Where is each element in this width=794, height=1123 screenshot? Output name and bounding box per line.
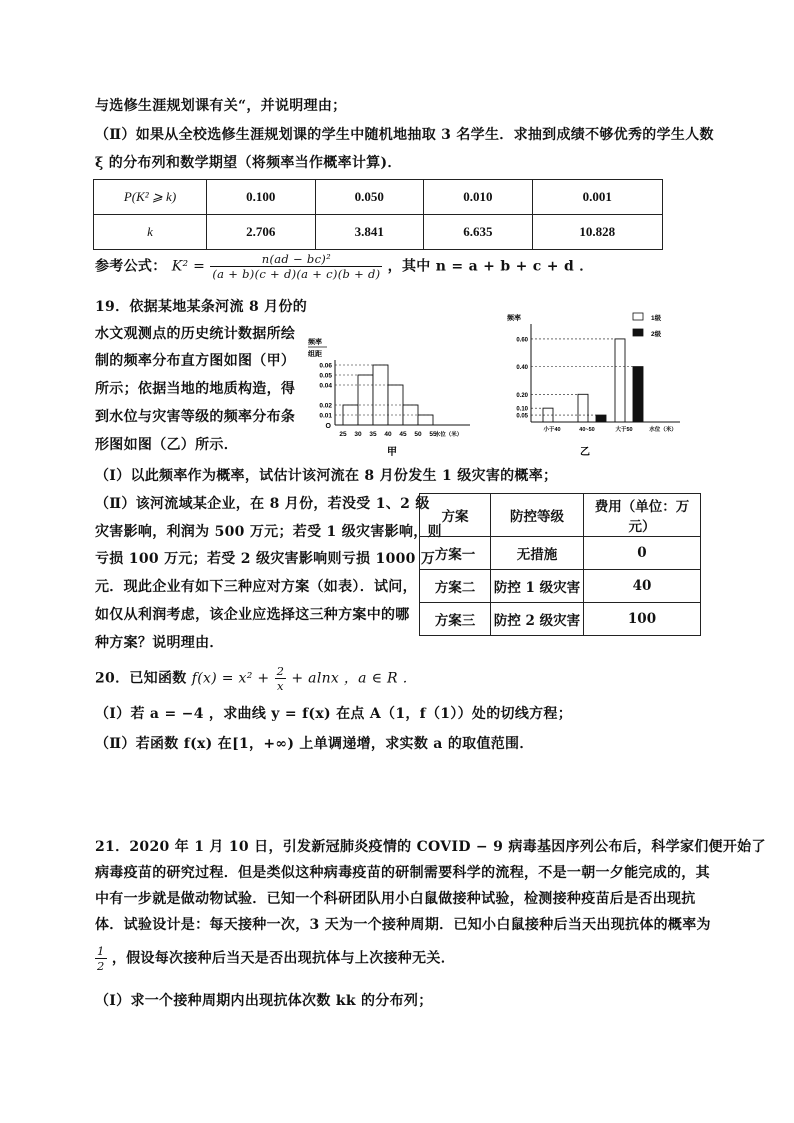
y-tick-label: 0.05 bbox=[516, 413, 528, 420]
q21-line-5-text: ，假设每次接种后当天是否出现抗体与上次接种无关． bbox=[111, 950, 456, 967]
table-cell: 100 bbox=[584, 603, 701, 636]
table-row bbox=[94, 180, 663, 215]
q21-line-2: 病毒疫苗的研究过程．但是类似这种病毒疫苗的研制需要科学的流程，不是一朝一夕能完成的，其 bbox=[95, 865, 710, 881]
table-cell: 2.706 bbox=[207, 215, 316, 250]
formula-lhs: K² = bbox=[171, 258, 206, 275]
y-tick-label: 0.04 bbox=[319, 382, 332, 390]
table-cell: 0.010 bbox=[424, 180, 533, 215]
k-table bbox=[93, 179, 663, 250]
table-cell: 6.635 bbox=[424, 215, 533, 250]
x-tick-label: 35 bbox=[369, 431, 377, 438]
q20-fraction bbox=[275, 664, 287, 693]
histogram-bar bbox=[358, 375, 373, 425]
legend-swatch-1 bbox=[633, 313, 643, 320]
table-cell: 10.828 bbox=[532, 215, 662, 250]
q21-line-4: 体．试验设计是：每天接种一次，3 天为一个接种周期．已知小白鼠接种后当天出现抗体的概率为 bbox=[95, 917, 711, 933]
bar-1-level bbox=[578, 394, 588, 422]
table-cell: k bbox=[94, 215, 207, 250]
table-cell: 无措施 bbox=[491, 537, 584, 570]
q19-part-2-line-3: 亏损 100 万元；若受 2 级灾害影响则亏损 1000 万 bbox=[95, 551, 436, 567]
x-tick-label: 50 bbox=[414, 431, 422, 438]
q21-line-5 bbox=[95, 944, 455, 973]
table-header-cell: 防控等级 bbox=[491, 494, 584, 537]
reference-formula bbox=[95, 252, 594, 281]
y-tick-label: 0.02 bbox=[319, 402, 332, 410]
bar-2-level bbox=[633, 367, 643, 422]
q19-part-2-line-6: 种方案？说明理由． bbox=[95, 635, 224, 651]
y-tick-label: 0.20 bbox=[516, 392, 528, 399]
formula-denominator: (a + b)(c + d)(a + c)(b + d) bbox=[212, 267, 381, 281]
x-tick-label: 大于50 bbox=[615, 427, 633, 433]
q20-func-part-1: f(x) = x² + bbox=[191, 670, 270, 687]
table-cell: 方案三 bbox=[420, 603, 491, 636]
q21-fraction-den: 2 bbox=[97, 959, 105, 973]
q20-part-1: （Ⅰ）若 a = −4 ，求曲线 y = f(x) 在点 A（1，f（1））处的切线方程； bbox=[95, 706, 573, 722]
question-18-part-2-cont: ξ 的分布列和数学期望（将频率当作概率计算)． bbox=[95, 155, 402, 171]
bar-chart-bars bbox=[543, 339, 643, 422]
y-tick-label: 0.40 bbox=[516, 365, 528, 372]
ylabel-bottom: 组距 bbox=[308, 351, 322, 358]
caption-jia: 甲 bbox=[387, 447, 397, 458]
y-tick-label: 0.06 bbox=[319, 362, 332, 370]
formula-prefix: 参考公式： bbox=[95, 258, 167, 275]
histogram-bar bbox=[373, 365, 388, 425]
q19-line-5: 到水位与灾害等级的频率分布条 bbox=[95, 409, 296, 425]
y-tick-label: 0.05 bbox=[319, 372, 332, 380]
q20-fraction-den: x bbox=[277, 679, 284, 693]
table-cell: 防控 1 级灾害 bbox=[491, 570, 584, 603]
q21-part-1: （Ⅰ）求一个接种周期内出现抗体次数 kk 的分布列； bbox=[95, 993, 433, 1009]
table-cell: 防控 2 级灾害 bbox=[491, 603, 584, 636]
text-line-1: 与选修生涯规划课有关“，并说明理由； bbox=[95, 98, 347, 114]
q19-line-3: 制的频率分布直方图如图（甲） bbox=[95, 353, 296, 369]
x-axis-label: 水位（米） bbox=[649, 427, 677, 433]
table-cell: 40 bbox=[584, 570, 701, 603]
x-tick-label: 40~50 bbox=[579, 427, 595, 433]
q19-line-2: 水文观测点的历史统计数据所绘 bbox=[95, 326, 296, 342]
origin-label: O bbox=[325, 423, 331, 430]
x-tick-label: 55 bbox=[429, 431, 437, 438]
legend-label-2: 2级 bbox=[651, 331, 662, 338]
y-tick-label: 0.10 bbox=[516, 406, 528, 413]
formula-suffix: ，其中 n = a + b + c + d ． bbox=[387, 258, 594, 275]
x-tick-label: 25 bbox=[339, 431, 347, 438]
table-cell: 3.841 bbox=[315, 215, 424, 250]
y-tick-label: 0.60 bbox=[516, 337, 528, 344]
table-row bbox=[94, 215, 663, 250]
q21-line-3: 中有一步就是做动物试验．已知一个科研团队用小白鼠做接种试验，检测接种疫苗后是否出现抗 bbox=[95, 891, 696, 907]
x-tick-label: 小于40 bbox=[543, 427, 561, 433]
table-cell: 0.050 bbox=[315, 180, 424, 215]
table-row bbox=[420, 537, 701, 570]
legend-label-1: 1级 bbox=[651, 315, 662, 322]
histogram-jia bbox=[305, 330, 480, 460]
q20-stem bbox=[95, 664, 417, 693]
q19-line-6: 形图如图（乙）所示． bbox=[95, 437, 238, 453]
table-row bbox=[420, 603, 701, 636]
histogram-bar bbox=[418, 415, 433, 425]
table-row bbox=[420, 570, 701, 603]
q20-part-2: （Ⅱ）若函数 f(x) 在[1，+∞) 上单调递增，求实数 a 的取值范围． bbox=[95, 736, 534, 752]
bar-chart-yi bbox=[505, 310, 695, 460]
table-cell: 方案二 bbox=[420, 570, 491, 603]
q19-part-2-line-5: 如仅从利润考虑，该企业应选择这三种方案中的哪 bbox=[95, 607, 410, 623]
x-tick-label: 30 bbox=[354, 431, 362, 438]
q20-func-part-2: + alnx ，a ∈ R ． bbox=[291, 670, 417, 687]
question-18-part-2: （Ⅱ）如果从全校选修生涯规划课的学生中随机地抽取 3 名学生．求抽到成绩不够优秀的学生人数 bbox=[95, 127, 714, 143]
legend bbox=[633, 313, 662, 338]
histogram-bars bbox=[343, 365, 433, 425]
q21-fraction-num: 1 bbox=[97, 944, 105, 958]
ylabel-yi: 频率 bbox=[507, 315, 521, 322]
q21-line-1: 21．2020 年 1 月 10 日，引发新冠肺炎疫情的 COVID − 9 病毒基因序列公布后，科学家们便开始了 bbox=[95, 839, 766, 855]
formula-fraction bbox=[210, 252, 382, 281]
q19-part-2-line-4: 元．现此企业有如下三种应对方案（如表）．试问， bbox=[95, 579, 417, 595]
x-axis-label: 水位（米） bbox=[434, 432, 463, 438]
x-tick-label: 40 bbox=[384, 431, 392, 438]
table-header-cell: 方案 bbox=[420, 494, 491, 537]
ylabel-top: 频率 bbox=[308, 339, 322, 346]
q20-prefix: 20．已知函数 bbox=[95, 670, 187, 687]
plan-table bbox=[419, 493, 701, 636]
q21-fraction bbox=[95, 944, 107, 973]
y-tick-label: 0.01 bbox=[319, 412, 332, 420]
formula-numerator: n(ad − bc)² bbox=[210, 252, 382, 267]
q19-part-2-line-2: 灾害影响，利润为 500 万元；若受 1 级灾害影响，则 bbox=[95, 524, 442, 540]
table-cell: P(K² ⩾ k) bbox=[94, 180, 207, 215]
table-cell: 0 bbox=[584, 537, 701, 570]
bar-1-level bbox=[615, 339, 625, 422]
table-cell: 0.100 bbox=[207, 180, 316, 215]
caption-yi: 乙 bbox=[580, 447, 590, 458]
table-cell: 方案一 bbox=[420, 537, 491, 570]
q19-part-1: （Ⅰ）以此频率作为概率，试估计该河流在 8 月份发生 1 级灾害的概率； bbox=[95, 468, 558, 484]
q19-line-4: 所示；依据当地的地质构造，得 bbox=[95, 381, 296, 397]
q20-fraction-num: 2 bbox=[276, 664, 285, 678]
q19-line-1: 19．依据某地某条河流 8 月份的 bbox=[95, 299, 308, 315]
legend-swatch-2 bbox=[633, 329, 643, 336]
bar-2-level bbox=[596, 415, 606, 422]
x-tick-label: 45 bbox=[399, 431, 407, 438]
table-header-cell: 费用（单位：万元） bbox=[584, 494, 701, 537]
q19-part-2-line-1: （Ⅱ）该河流域某企业，在 8 月份，若没受 1、2 级 bbox=[95, 496, 430, 512]
table-cell: 0.001 bbox=[532, 180, 662, 215]
table-header-row bbox=[420, 494, 701, 537]
